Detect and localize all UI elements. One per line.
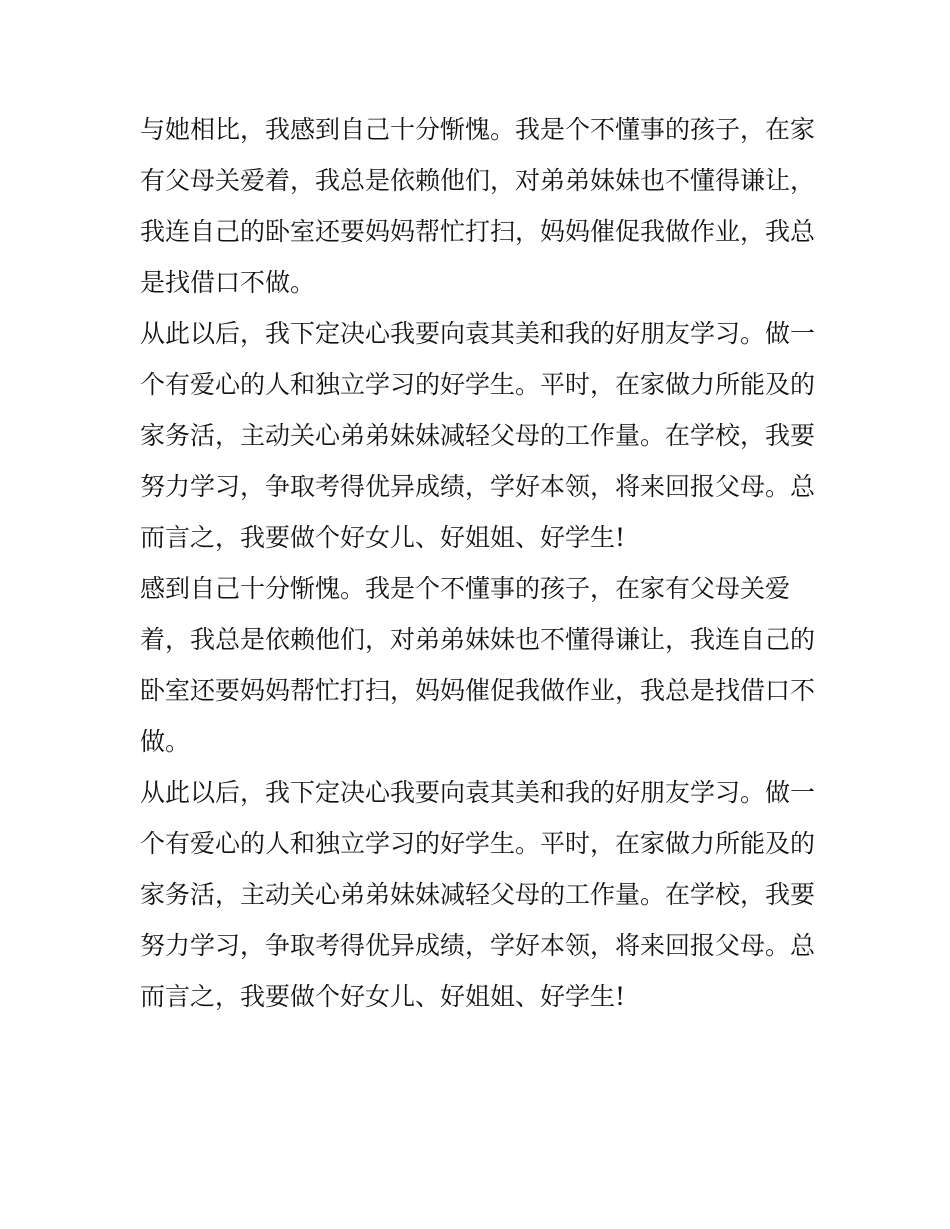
text-line: 努力学习，争取考得优异成绩，学好本领，将来回报父母。总 bbox=[140, 931, 816, 960]
text-line: 从此以后，我下定决心我要向袁其美和我的好朋友学习。做一 bbox=[140, 778, 816, 807]
text-line: 着，我总是依赖他们，对弟弟妹妹也不懂得谦让，我连自己的 bbox=[140, 625, 816, 654]
text-line: 努力学习，争取考得优异成绩，学好本领，将来回报父母。总 bbox=[140, 472, 816, 501]
text-line: 我连自己的卧室还要妈妈帮忙打扫，妈妈催促我做作业，我总 bbox=[140, 217, 816, 246]
text-line: 是找借口不做。 bbox=[140, 268, 316, 297]
text-line: 家务活，主动关心弟弟妹妹减轻父母的工作量。在学校，我要 bbox=[140, 421, 816, 450]
text-line: 家务活，主动关心弟弟妹妹减轻父母的工作量。在学校，我要 bbox=[140, 880, 816, 909]
document-body bbox=[140, 104, 820, 1022]
text-line: 卧室还要妈妈帮忙打扫，妈妈催促我做作业，我总是找借口不 bbox=[140, 676, 816, 705]
text-line: 而言之，我要做个好女儿、好姐姐、好学生! bbox=[140, 982, 626, 1011]
text-line: 个有爱心的人和独立学习的好学生。平时，在家做力所能及的 bbox=[140, 370, 816, 399]
text-line: 而言之，我要做个好女儿、好姐姐、好学生! bbox=[140, 523, 626, 552]
text-line: 有父母关爱着，我总是依赖他们，对弟弟妹妹也不懂得谦让， bbox=[140, 166, 816, 195]
text-line: 做。 bbox=[140, 727, 191, 756]
text-line: 从此以后，我下定决心我要向袁其美和我的好朋友学习。做一 bbox=[140, 319, 816, 348]
text-line: 感到自己十分惭愧。我是个不懂事的孩子，在家有父母关爱 bbox=[140, 574, 791, 603]
text-line: 个有爱心的人和独立学习的好学生。平时，在家做力所能及的 bbox=[140, 829, 816, 858]
text-line: 与她相比，我感到自己十分惭愧。我是个不懂事的孩子，在家 bbox=[140, 115, 816, 144]
